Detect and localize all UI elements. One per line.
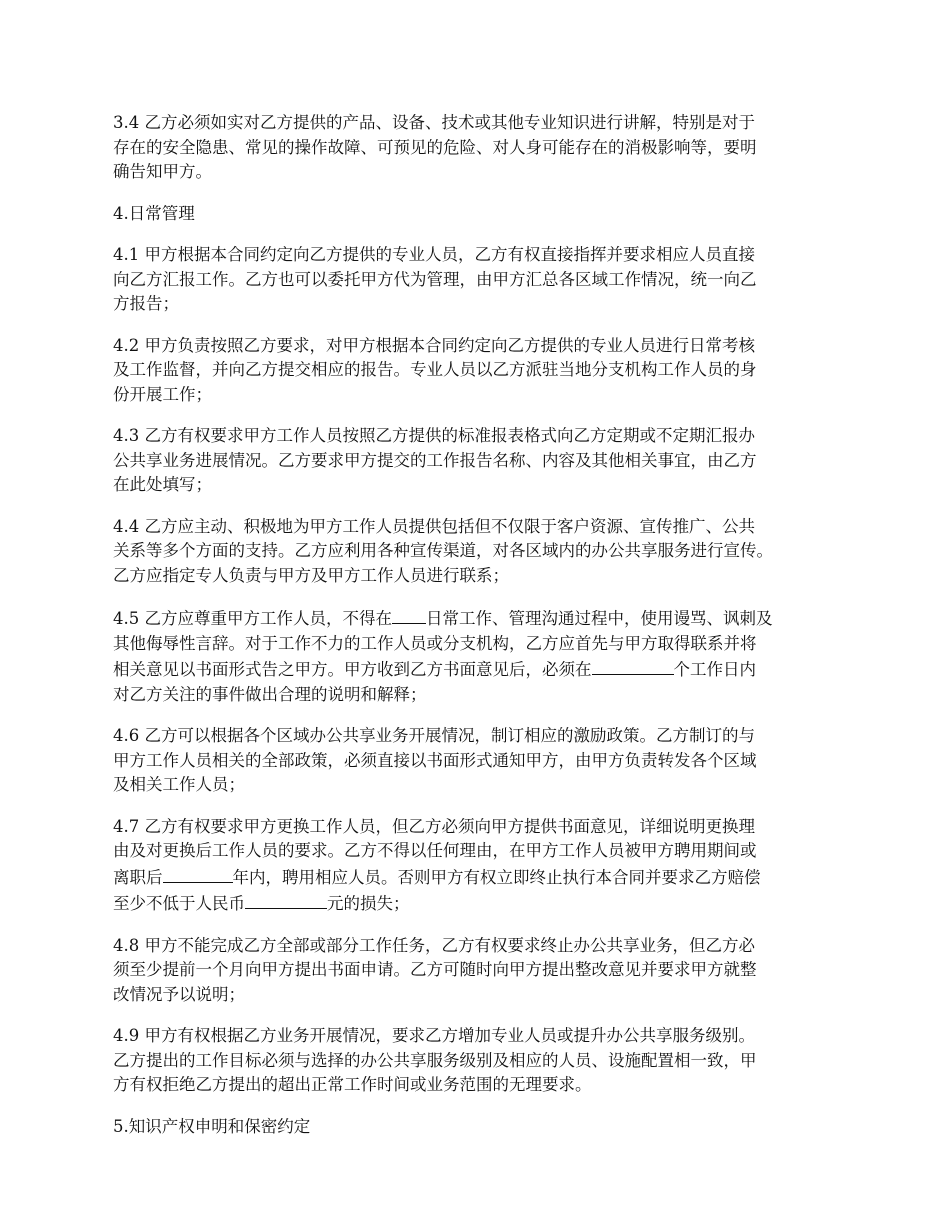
document-page [113,111,848,1156]
text-line [113,890,848,917]
text-line: 4.3 乙方有权要求甲方工作人员按照乙方提供的标准报表格式向乙方定期或不定期汇报办 [113,426,755,445]
text-line: 在此处填写； [113,475,212,494]
fill-in-blank [392,605,426,624]
text-line: 方有权拒绝乙方提出的超出正常工作时间或业务范围的无理要求。 [113,1075,592,1094]
text-line: 及相关工作人员； [113,775,245,794]
text-line: 改情况予以说明； [113,984,245,1004]
clause-4-4 [113,515,848,589]
text-line: 确告知甲方。 [113,162,212,181]
clause-4-3 [113,424,848,498]
clause-4-5 [113,605,848,707]
text-line: 公共享业务进展情况。乙方要求甲方提交的工作报告名称、内容及其他相关事宜，由乙方 [113,450,757,470]
text-line: 存在的安全隐患、常见的操作故障、可预见的危险、对人身可能存在的消极影响等，要明 [113,137,757,157]
text-line: 及工作监督，并向乙方提交相应的报告。专业人员以乙方派驻当地分支机构工作人员的身 [113,360,757,379]
fill-in-blank [592,656,674,675]
clause-4-9 [113,1024,848,1098]
text-line: 份开展工作； [113,384,212,404]
text-line: 甲方工作人员相关的全部政策，必须直接以书面形式通知甲方，由甲方负责转发各个区域 [113,750,757,770]
text-line: 方报告； [113,294,179,313]
text-segment: 相关意见以书面形式告之甲方。甲方收到乙方书面意见后，必须在 [113,660,592,679]
text-line: 其他侮辱性言辞。对于工作不力的工作人员或分支机构，乙方应首先与甲方取得联系并将 [113,633,757,653]
text-line: 向乙方汇报工作。乙方也可以委托甲方代为管理，由甲方汇总各区域工作情况，统一向乙 [113,269,757,289]
text-line: 乙方提出的工作目标必须与选择的办公共享服务级别及相应的人员、设施配置相一致，甲 [113,1050,757,1070]
heading-text: 4.日常管理 [113,203,195,223]
text-line: 3.4 乙方必须如实对乙方提供的产品、设备、技术或其他专业知识进行讲解，特别是对于 [113,113,755,132]
clause-4-2 [113,334,848,408]
text-line: 须至少提前一个月向甲方提出书面申请。乙方可随时向甲方提出整改意见并要求甲方就整 [113,960,757,979]
text-line [113,605,848,632]
text-line: 4.1 甲方根据本合同约定向乙方提供的专业人员，乙方有权直接指挥并要求相应人员直接 [113,245,755,264]
text-segment: 个工作日内 [673,660,756,679]
clause-4-8 [113,934,848,1008]
text-line [113,656,848,683]
fill-in-blank [163,864,233,883]
text-segment: 日常工作、管理沟通过程中，使用谩骂、讽刺及 [426,609,773,628]
text-line: 4.8 甲方不能完成乙方全部或部分工作任务，乙方有权要求终止办公共享业务，但乙方必 [113,935,755,955]
text-line: 4.6 乙方可以根据各个区域办公共享业务开展情况，制订相应的激励政策。乙方制订的与 [113,726,755,745]
clause-4-7 [113,815,848,917]
text-line: 由及对更换后工作人员的要求。乙方不得以任何理由，在甲方工作人员被甲方聘用期间或 [113,841,757,860]
clause-4-1 [113,243,848,317]
text-line [113,864,848,891]
heading-text: 5.知识产权申明和保密约定 [113,1116,311,1136]
text-line: 4.4 乙方应主动、积极地为甲方工作人员提供包括但不仅限于客户资源、宣传推广、公共 [113,516,755,536]
fill-in-blank [245,890,327,909]
section-heading-4 [113,202,848,227]
text-segment: 至少不低于人民币 [113,894,245,913]
text-line: 关系等多个方面的支持。乙方应利用各种宣传渠道，对各区域内的办公共享服务进行宣传。 [113,541,773,560]
clause-3-4 [113,111,848,185]
text-line: 4.2 甲方负责按照乙方要求，对甲方根据本合同约定向乙方提供的专业人员进行日常考核 [113,335,755,355]
text-segment: 年内，聘用相应人员。否则甲方有权立即终止执行本合同并要求乙方赔偿 [232,867,761,887]
text-line: 对乙方关注的事件做出合理的说明和解释； [113,684,427,704]
text-line: 4.7 乙方有权要求甲方更换工作人员，但乙方必须向甲方提供书面意见，详细说明更换理 [113,816,755,836]
text-segment: 离职后 [113,867,163,887]
text-segment: 元的损失； [327,894,410,913]
section-heading-5 [113,1115,848,1140]
text-line: 4.9 甲方有权根据乙方业务开展情况，要求乙方增加专业人员或提升办公共享服务级别。 [113,1026,755,1045]
clause-4-6 [113,724,848,798]
text-line: 乙方应指定专人负责与甲方及甲方工作人员进行联系； [113,565,509,585]
text-segment: 4.5 乙方应尊重甲方工作人员，不得在 [113,609,392,628]
